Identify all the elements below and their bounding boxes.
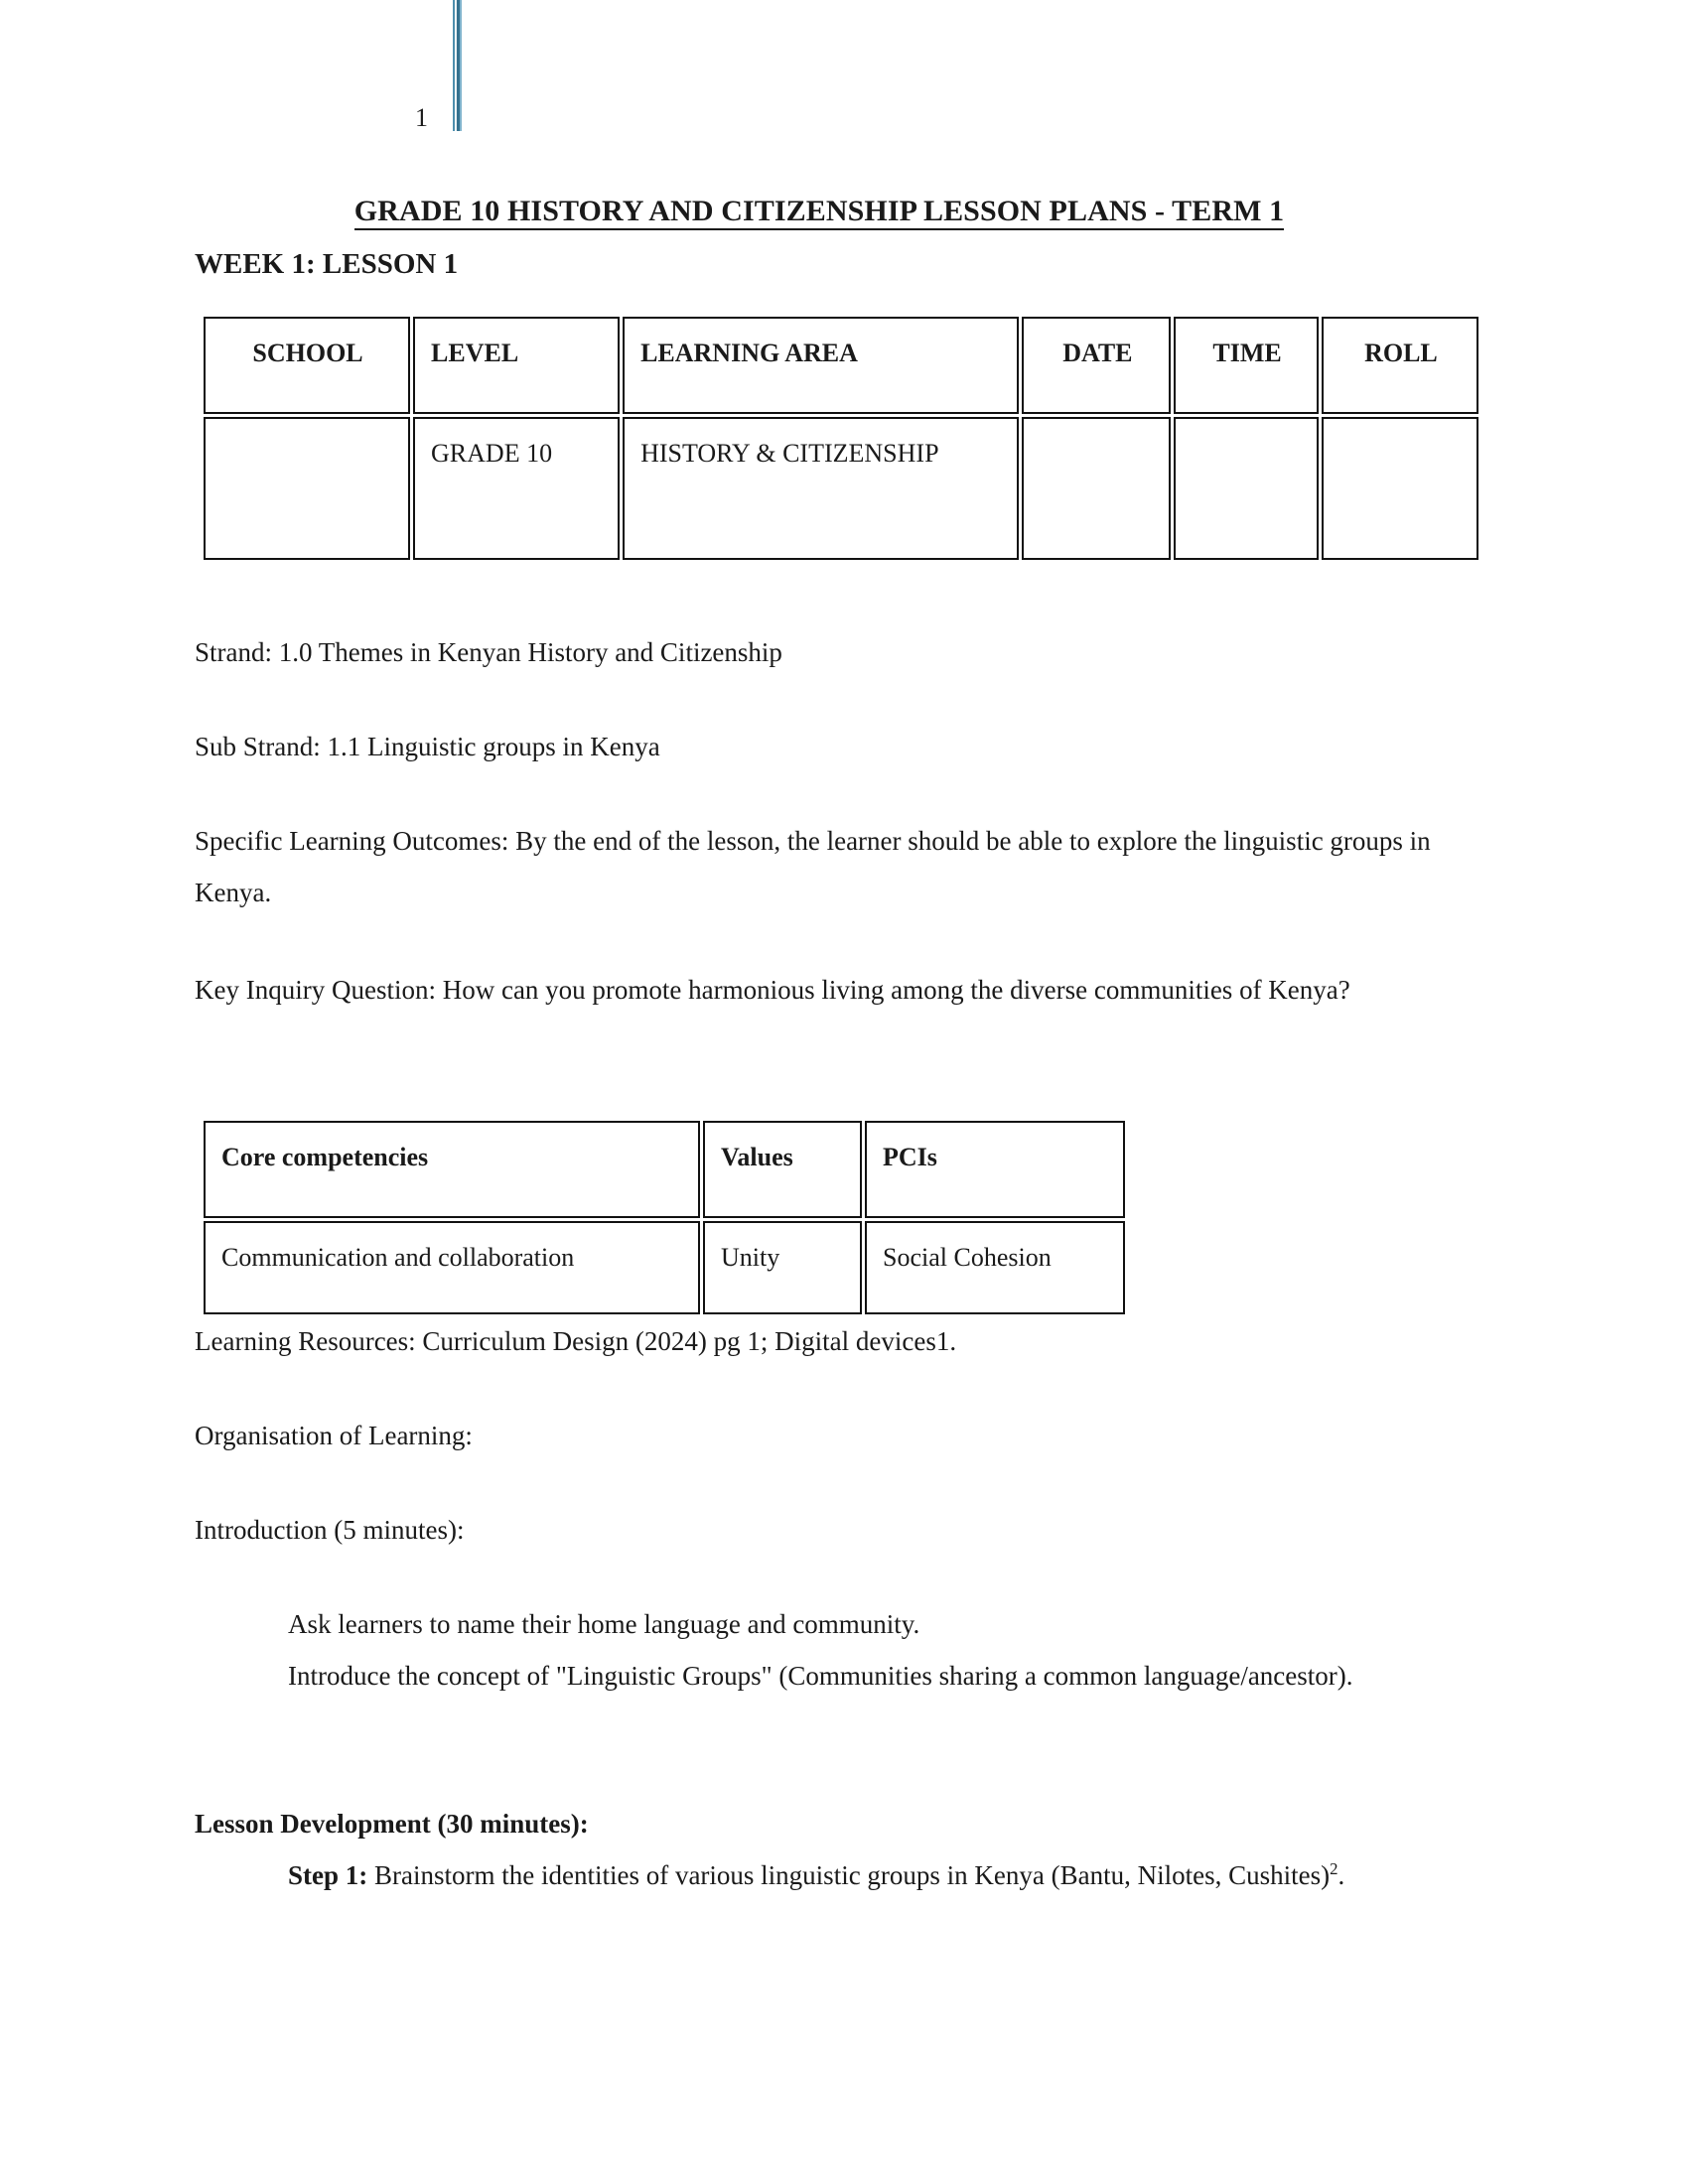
strand-paragraph: Strand: 1.0 Themes in Kenyan History and Citizenship: [195, 637, 782, 667]
revision-change-bar: [453, 0, 462, 131]
cell-roll[interactable]: [1322, 417, 1478, 560]
header-learning-area: LEARNING AREA: [623, 317, 1019, 414]
lesson-development-heading-text: Lesson Development (30 minutes):: [195, 1809, 589, 1839]
specific-learning-outcomes-paragraph: Specific Learning Outcomes: By the end of the lesson, the learner should be able to explore the linguistic groups in Kenya.: [195, 826, 1431, 907]
header-pcis: PCIs: [865, 1121, 1125, 1218]
table-row: [204, 417, 1478, 560]
cell-learning-area[interactable]: HISTORY & CITIZENSHIP: [623, 417, 1019, 560]
step-1-trailing: .: [1337, 1860, 1345, 1890]
week-lesson-heading: WEEK 1: LESSON 1: [195, 248, 459, 280]
step-1-text: Brainstorm the identities of various linguistic groups in Kenya (Bantu, Nilotes, Cushites): [367, 1860, 1331, 1890]
header-time: TIME: [1174, 317, 1319, 414]
introduction-heading: Introduction (5 minutes):: [195, 1515, 465, 1545]
step-1-footnote-ref: 2: [1330, 1859, 1338, 1878]
learning-resources-paragraph: Learning Resources: Curriculum Design (2024) pg 1; Digital devices1.: [195, 1326, 957, 1356]
introduction-item-2: Introduce the concept of "Linguistic Groups" (Communities sharing a common language/ancestor).: [288, 1661, 1353, 1691]
organisation-of-learning-heading: Organisation of Learning:: [195, 1421, 473, 1450]
table-row: [204, 1221, 1125, 1314]
lesson-development-heading: [195, 1799, 1444, 1850]
introduction-item-1: Ask learners to name their home language and community.: [288, 1609, 920, 1639]
header-level: LEVEL: [413, 317, 620, 414]
lesson-info-table: [201, 314, 1481, 563]
cell-pcis[interactable]: Social Cohesion: [865, 1221, 1125, 1314]
cell-school[interactable]: [204, 417, 410, 560]
cell-time[interactable]: [1174, 417, 1319, 560]
page-number: 1: [415, 103, 428, 132]
header-core-competencies: Core competencies: [204, 1121, 700, 1218]
key-inquiry-question-paragraph: Key Inquiry Question: How can you promote harmonious living among the diverse communities of Kenya?: [195, 975, 1350, 1005]
page-title: [195, 195, 1444, 228]
header-date: DATE: [1022, 317, 1171, 414]
table-header-row: [204, 1121, 1125, 1218]
header-school: SCHOOL: [204, 317, 410, 414]
table-header-row: [204, 317, 1478, 414]
header-roll: ROLL: [1322, 317, 1478, 414]
competency-table: [201, 1118, 1128, 1317]
cell-core-competencies[interactable]: Communication and collaboration: [204, 1221, 700, 1314]
step-1-label: Step 1:: [288, 1860, 368, 1890]
cell-values[interactable]: Unity: [703, 1221, 862, 1314]
cell-level[interactable]: GRADE 10: [413, 417, 620, 560]
header-values: Values: [703, 1121, 862, 1218]
cell-date[interactable]: [1022, 417, 1171, 560]
page-title-text: GRADE 10 HISTORY AND CITIZENSHIP LESSON PLANS - TERM 1: [354, 195, 1285, 230]
sub-strand-paragraph: Sub Strand: 1.1 Linguistic groups in Kenya: [195, 732, 660, 761]
lesson-development-step-1: [248, 1850, 1523, 1902]
